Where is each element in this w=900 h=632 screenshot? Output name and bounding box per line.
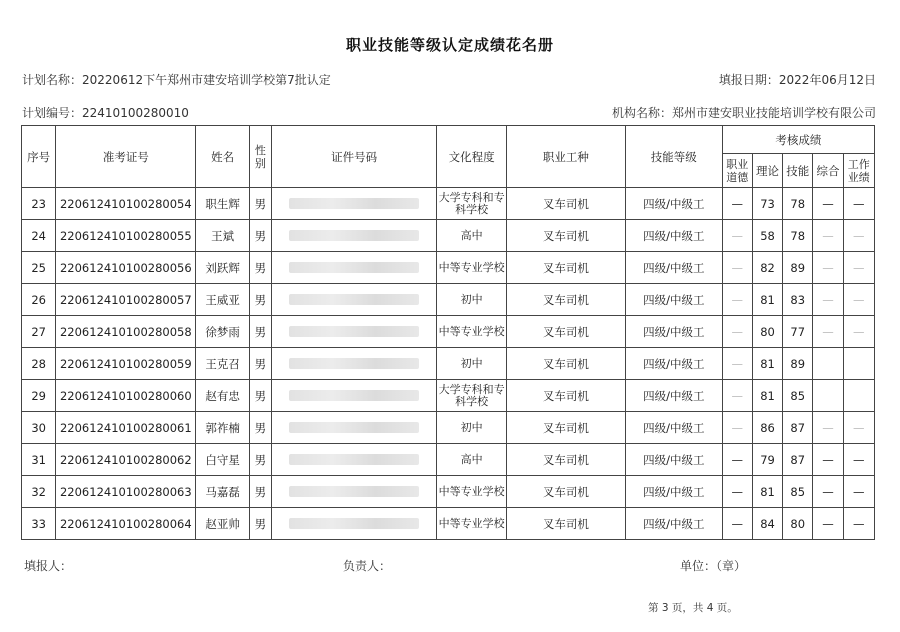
cell-occupation: 叉车司机 — [506, 444, 625, 476]
cell-id-no — [272, 412, 437, 444]
cell-name: 赵有忠 — [196, 380, 249, 412]
cell-theory: 80 — [752, 316, 782, 348]
cell-skill: 77 — [783, 316, 813, 348]
cell-level: 四级/中级工 — [625, 476, 722, 508]
cell-performance: — — [843, 476, 874, 508]
cell-name: 白守星 — [196, 444, 249, 476]
cell-occupation: 叉车司机 — [506, 476, 625, 508]
header-performance: 工作业绩 — [843, 154, 874, 188]
cell-skill: 78 — [783, 188, 813, 220]
table-row — [22, 508, 875, 540]
cell-level: 四级/中级工 — [625, 284, 722, 316]
redacted-id — [289, 486, 419, 497]
cell-performance: — — [843, 284, 874, 316]
cell-gender: 男 — [249, 348, 271, 380]
cell-name: 赵亚帅 — [196, 508, 249, 540]
cell-ethics: — — [722, 188, 752, 220]
plan-number-label: 计划编号： — [22, 106, 83, 120]
header-level: 技能等级 — [625, 126, 722, 188]
cell-skill: 87 — [783, 412, 813, 444]
cell-id-no — [272, 252, 437, 284]
cell-level: 四级/中级工 — [625, 220, 722, 252]
header-id-no: 证件号码 — [272, 126, 437, 188]
filler-label: 填报人： — [24, 559, 73, 573]
cell-seq: 27 — [22, 316, 56, 348]
cell-theory: 82 — [752, 252, 782, 284]
cell-performance: — — [843, 444, 874, 476]
cell-education: 中等专业学校 — [437, 508, 507, 540]
redacted-id — [289, 326, 419, 337]
table-row — [22, 188, 875, 220]
cell-ethics: — — [722, 412, 752, 444]
cell-occupation: 叉车司机 — [506, 316, 625, 348]
plan-name — [22, 71, 331, 88]
cell-theory: 58 — [752, 220, 782, 252]
cell-id-no — [272, 188, 437, 220]
cell-ethics: — — [722, 284, 752, 316]
cell-occupation: 叉车司机 — [506, 220, 625, 252]
cell-education: 中等专业学校 — [437, 252, 507, 284]
responsible-label: 负责人： — [343, 559, 392, 573]
cell-theory: 86 — [752, 412, 782, 444]
cell-performance: — — [843, 508, 874, 540]
table-row — [22, 476, 875, 508]
cell-occupation: 叉车司机 — [506, 188, 625, 220]
redacted-id — [289, 230, 419, 241]
cell-performance — [843, 348, 874, 380]
redacted-id — [289, 390, 419, 401]
cell-level: 四级/中级工 — [625, 188, 722, 220]
page-indicator: 第 3 页，共 4 页。 — [648, 602, 738, 614]
cell-id-no — [272, 348, 437, 380]
cell-occupation: 叉车司机 — [506, 284, 625, 316]
cell-gender: 男 — [249, 252, 271, 284]
cell-seq: 28 — [22, 348, 56, 380]
cell-seq: 31 — [22, 444, 56, 476]
cell-theory: 79 — [752, 444, 782, 476]
cell-skill: 85 — [783, 476, 813, 508]
cell-theory: 81 — [752, 284, 782, 316]
cell-comprehensive: — — [813, 508, 843, 540]
cell-ethics: — — [722, 444, 752, 476]
header-comprehensive: 综合 — [813, 154, 843, 188]
cell-ethics: — — [722, 252, 752, 284]
cell-ethics: — — [722, 220, 752, 252]
cell-ethics: — — [722, 476, 752, 508]
cell-performance: — — [843, 220, 874, 252]
cell-comprehensive: — — [813, 188, 843, 220]
cell-gender: 男 — [249, 476, 271, 508]
cell-seq: 30 — [22, 412, 56, 444]
cell-theory: 84 — [752, 508, 782, 540]
cell-theory: 81 — [752, 380, 782, 412]
cell-occupation: 叉车司机 — [506, 380, 625, 412]
cell-exam-no: 220612410100280060 — [56, 380, 196, 412]
cell-exam-no: 220612410100280055 — [56, 220, 196, 252]
cell-id-no — [272, 508, 437, 540]
cell-occupation: 叉车司机 — [506, 508, 625, 540]
cell-name: 马嘉磊 — [196, 476, 249, 508]
cell-occupation: 叉车司机 — [506, 348, 625, 380]
header-ethics: 职业道德 — [722, 154, 752, 188]
header-seq: 序号 — [22, 126, 56, 188]
cell-id-no — [272, 380, 437, 412]
fill-date-value: 2022年06月12日 — [778, 73, 876, 87]
cell-gender: 男 — [249, 508, 271, 540]
unit-seal-label: 单位：（章） — [680, 559, 747, 573]
header-education: 文化程度 — [437, 126, 507, 188]
cell-education: 大学专科和专科学校 — [437, 380, 507, 412]
cell-education: 初中 — [437, 412, 507, 444]
cell-gender: 男 — [249, 220, 271, 252]
cell-seq: 29 — [22, 380, 56, 412]
cell-performance: — — [843, 188, 874, 220]
cell-theory: 81 — [752, 476, 782, 508]
header-skill: 技能 — [783, 154, 813, 188]
cell-level: 四级/中级工 — [625, 412, 722, 444]
cell-skill: 89 — [783, 252, 813, 284]
cell-id-no — [272, 444, 437, 476]
cell-name: 徐梦雨 — [196, 316, 249, 348]
table-row — [22, 284, 875, 316]
score-table — [21, 125, 875, 540]
cell-comprehensive: — — [813, 284, 843, 316]
cell-ethics: — — [722, 348, 752, 380]
org-name-value: 郑州市建安职业技能培训学校有限公司 — [671, 106, 876, 120]
cell-education: 高中 — [437, 444, 507, 476]
cell-name: 王威亚 — [196, 284, 249, 316]
cell-skill: 83 — [783, 284, 813, 316]
cell-exam-no: 220612410100280062 — [56, 444, 196, 476]
cell-comprehensive: — — [813, 316, 843, 348]
cell-gender: 男 — [249, 444, 271, 476]
cell-level: 四级/中级工 — [625, 348, 722, 380]
cell-ethics: — — [722, 316, 752, 348]
cell-level: 四级/中级工 — [625, 252, 722, 284]
redacted-id — [289, 294, 419, 305]
cell-gender: 男 — [249, 380, 271, 412]
header-theory: 理论 — [752, 154, 782, 188]
cell-performance: — — [843, 316, 874, 348]
cell-skill: 85 — [783, 380, 813, 412]
cell-exam-no: 220612410100280061 — [56, 412, 196, 444]
page-title: 职业技能等级认定成绩花名册 — [345, 36, 554, 54]
header-name: 姓名 — [196, 126, 249, 188]
cell-education: 大学专科和专科学校 — [437, 188, 507, 220]
cell-id-no — [272, 220, 437, 252]
redacted-id — [289, 518, 419, 529]
cell-exam-no: 220612410100280063 — [56, 476, 196, 508]
cell-skill: 89 — [783, 348, 813, 380]
cell-education: 中等专业学校 — [437, 476, 507, 508]
cell-comprehensive: — — [813, 220, 843, 252]
cell-occupation: 叉车司机 — [506, 412, 625, 444]
cell-name: 郭祚楠 — [196, 412, 249, 444]
plan-name-label: 计划名称： — [22, 73, 83, 87]
cell-seq: 24 — [22, 220, 56, 252]
cell-ethics: — — [722, 508, 752, 540]
cell-comprehensive: — — [813, 412, 843, 444]
table-row — [22, 380, 875, 412]
cell-exam-no: 220612410100280059 — [56, 348, 196, 380]
cell-level: 四级/中级工 — [625, 380, 722, 412]
cell-performance: — — [843, 252, 874, 284]
org-name — [612, 104, 876, 121]
table-row — [22, 444, 875, 476]
cell-ethics: — — [722, 380, 752, 412]
cell-level: 四级/中级工 — [625, 444, 722, 476]
cell-seq: 26 — [22, 284, 56, 316]
cell-gender: 男 — [249, 284, 271, 316]
fill-date-label: 填报日期： — [718, 73, 779, 87]
cell-comprehensive — [813, 380, 843, 412]
redacted-id — [289, 262, 419, 273]
cell-exam-no: 220612410100280064 — [56, 508, 196, 540]
cell-name: 职生辉 — [196, 188, 249, 220]
table-row — [22, 220, 875, 252]
redacted-id — [289, 358, 419, 369]
cell-education: 初中 — [437, 284, 507, 316]
plan-number-value: 22410100280010 — [82, 106, 189, 120]
cell-education: 高中 — [437, 220, 507, 252]
cell-comprehensive — [813, 348, 843, 380]
table-row — [22, 348, 875, 380]
cell-name: 王克召 — [196, 348, 249, 380]
cell-comprehensive: — — [813, 476, 843, 508]
cell-seq: 23 — [22, 188, 56, 220]
org-name-label: 机构名称： — [611, 106, 672, 120]
header-gender: 性别 — [249, 126, 271, 188]
cell-seq: 32 — [22, 476, 56, 508]
redacted-id — [289, 198, 419, 209]
cell-id-no — [272, 316, 437, 348]
table-row — [22, 316, 875, 348]
cell-theory: 81 — [752, 348, 782, 380]
cell-id-no — [272, 284, 437, 316]
cell-level: 四级/中级工 — [625, 316, 722, 348]
cell-performance — [843, 380, 874, 412]
header-scores: 考核成绩 — [722, 126, 874, 154]
cell-skill: 78 — [783, 220, 813, 252]
cell-comprehensive: — — [813, 252, 843, 284]
plan-number — [22, 104, 189, 121]
table-row — [22, 252, 875, 284]
cell-performance: — — [843, 412, 874, 444]
cell-exam-no: 220612410100280056 — [56, 252, 196, 284]
cell-comprehensive: — — [813, 444, 843, 476]
cell-skill: 80 — [783, 508, 813, 540]
cell-name: 刘跃辉 — [196, 252, 249, 284]
cell-name: 王斌 — [196, 220, 249, 252]
fill-date — [719, 71, 876, 88]
cell-seq: 33 — [22, 508, 56, 540]
header-exam-no: 准考证号 — [56, 126, 196, 188]
header-occupation: 职业工种 — [506, 126, 625, 188]
cell-education: 初中 — [437, 348, 507, 380]
cell-education: 中等专业学校 — [437, 316, 507, 348]
cell-gender: 男 — [249, 316, 271, 348]
cell-occupation: 叉车司机 — [506, 252, 625, 284]
cell-gender: 男 — [249, 188, 271, 220]
cell-gender: 男 — [249, 412, 271, 444]
redacted-id — [289, 454, 419, 465]
cell-level: 四级/中级工 — [625, 508, 722, 540]
plan-name-value: 20220612下午郑州市建安培训学校第7批认定 — [82, 73, 331, 87]
cell-seq: 25 — [22, 252, 56, 284]
cell-exam-no: 220612410100280057 — [56, 284, 196, 316]
cell-exam-no: 220612410100280054 — [56, 188, 196, 220]
cell-skill: 87 — [783, 444, 813, 476]
cell-theory: 73 — [752, 188, 782, 220]
table-row — [22, 412, 875, 444]
cell-id-no — [272, 476, 437, 508]
redacted-id — [289, 422, 419, 433]
cell-exam-no: 220612410100280058 — [56, 316, 196, 348]
